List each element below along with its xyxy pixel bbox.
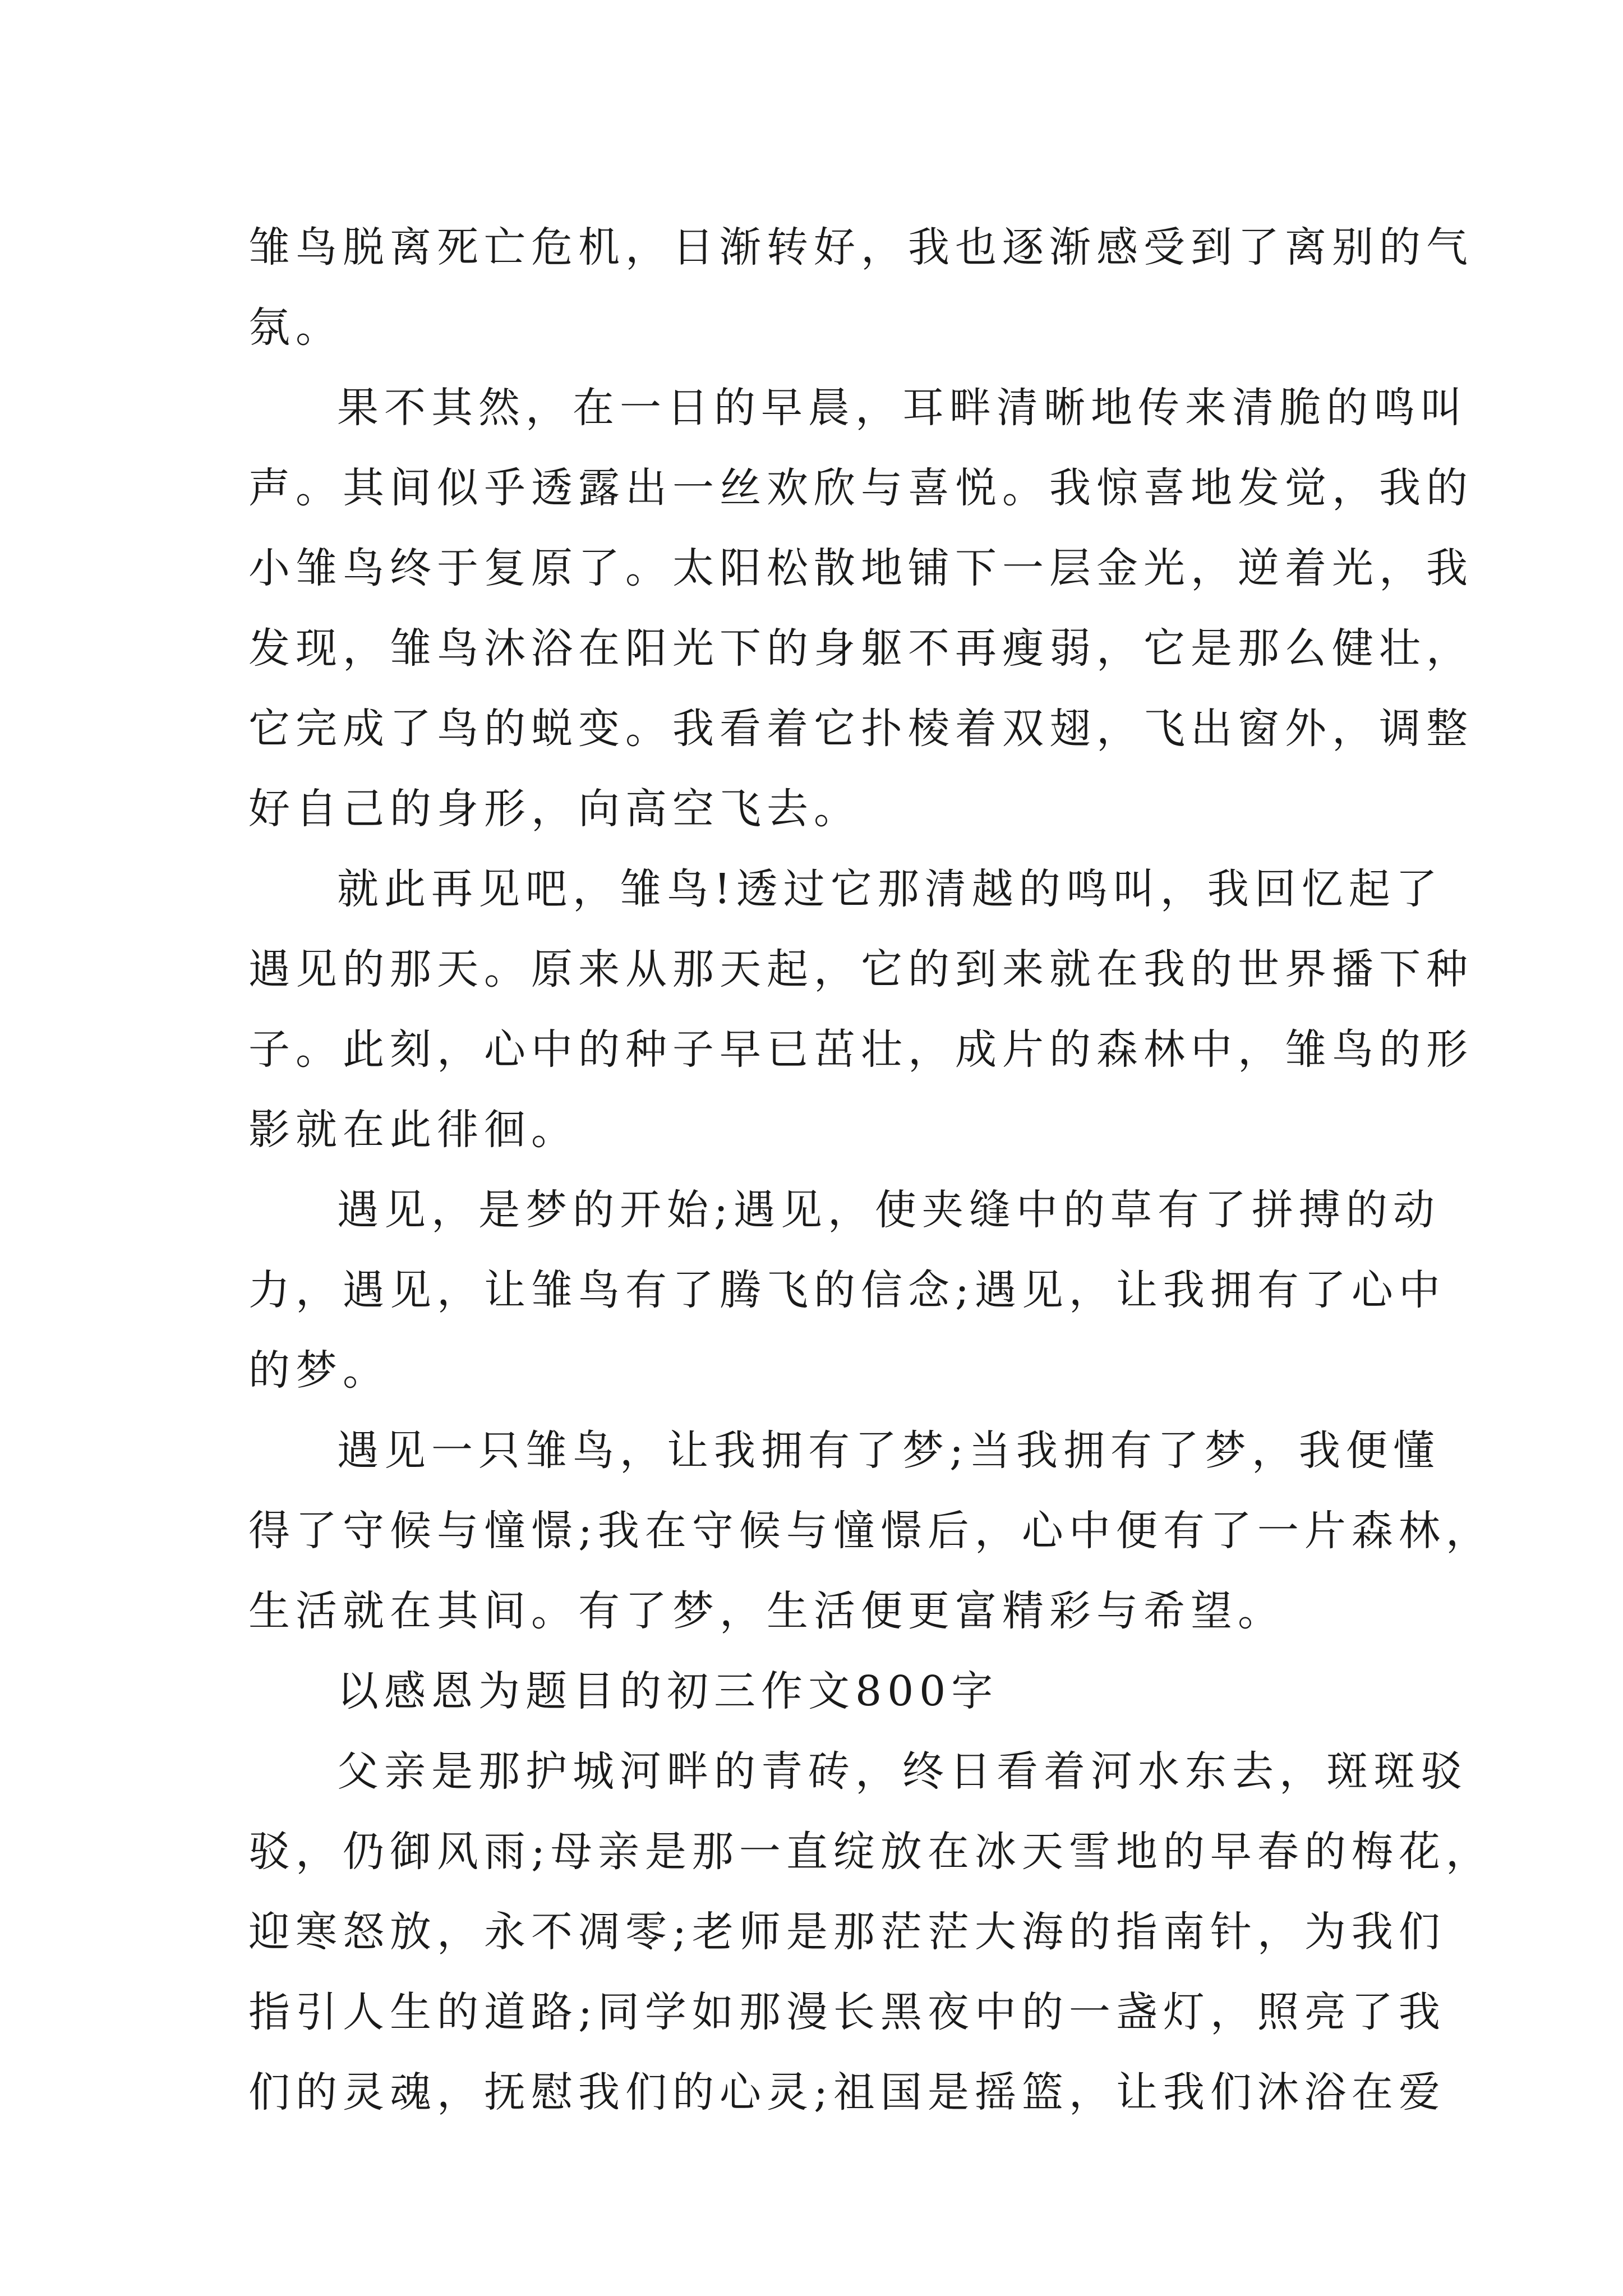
text-line: 小雏鸟终于复原了。太阳松散地铺下一层金光，逆着光，我 [248,544,1473,592]
text-line: 它完成了鸟的蜕变。我看着它扑棱着双翅，飞出窗外，调整 [248,705,1473,753]
text-line: 得了守候与憧憬;我在守候与憧憬后，心中便有了一片森林， [248,1507,1493,1555]
text-line: 声。其间似乎透露出一丝欢欣与喜悦。我惊喜地发觉，我的 [248,464,1473,512]
text-line: 好自己的身形，向高空飞去。 [248,785,861,833]
paragraph-start-line: 父亲是那护城河畔的青砖，终日看着河水东去，斑斑驳 [337,1747,1468,1796]
text-line: 子。此刻，心中的种子早已茁壮，成片的森林中，雏鸟的形 [248,1025,1473,1074]
text-line: 指引人生的道路;同学如那漫长黑夜中的一盏灯，照亮了我 [248,1988,1446,2036]
text-line: 雏鸟脱离死亡危机，日渐转好，我也逐渐感受到了离别的气 [248,223,1473,272]
text-line: 驳，仍御风雨;母亲是那一直绽放在冰天雪地的早春的梅花， [248,1828,1493,1876]
article-body [248,208,1493,2133]
paragraph-start-line: 遇见一只雏鸟，让我拥有了梦;当我拥有了梦，我便懂 [337,1427,1440,1475]
text-line: 的梦。 [248,1346,390,1395]
text-line: 氛。 [248,303,343,352]
text-line: 生活就在其间。有了梦，生活便更富精彩与希望。 [248,1587,1285,1635]
text-line: 遇见的那天。原来从那天起，它的到来就在我的世界播下种 [248,945,1473,993]
text-line: 迎寒怒放，永不凋零;老师是那茫茫大海的指南针，为我们 [248,1908,1446,1956]
text-line: 力，遇见，让雏鸟有了腾飞的信念;遇见，让我拥有了心中 [248,1266,1446,1314]
paragraph-start-line: 就此再见吧，雏鸟!透过它那清越的鸣叫，我回忆起了 [337,865,1443,913]
paragraph-start-line: 遇见，是梦的开始;遇见，使夹缝中的草有了拼搏的动 [337,1186,1440,1234]
text-line: 发现，雏鸟沐浴在阳光下的身躯不再瘦弱，它是那么健壮， [248,624,1473,673]
text-line: 影就在此徘徊。 [248,1106,578,1154]
text-line: 们的灵魂，抚慰我们的心灵;祖国是摇篮，让我们沐浴在爱 [248,2068,1446,2116]
paragraph-start-line: 果不其然，在一日的早晨，耳畔清晰地传来清脆的鸣叫 [337,384,1468,432]
section-title: 以感恩为题目的初三作文800字 [337,1667,999,1715]
